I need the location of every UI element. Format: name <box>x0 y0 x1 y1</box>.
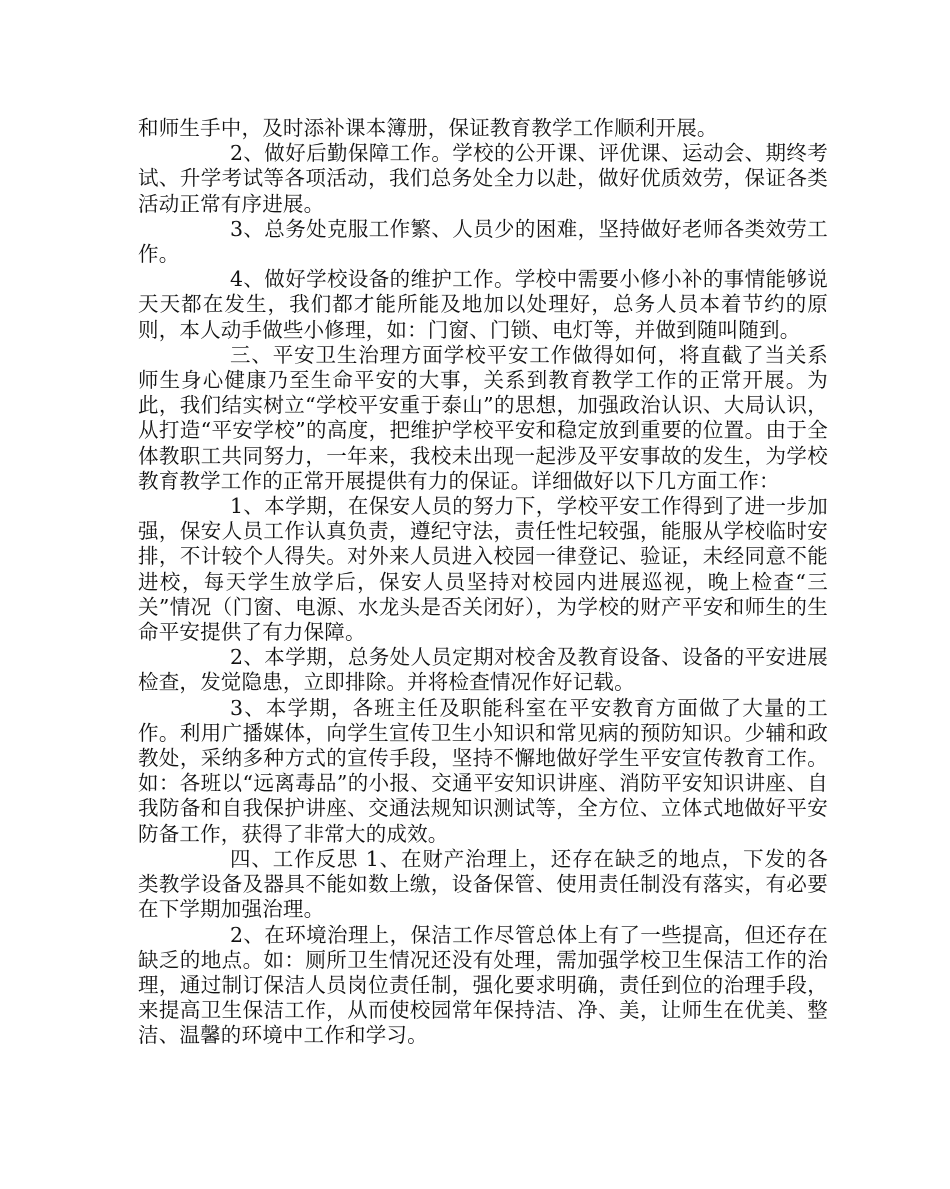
paragraph-environment-management: 2、在环境治理上，保洁工作尽管总体上有了一些提高，但还存在缺乏的地点。如：厕所卫生情况还没有处理，需加强学校卫生保洁工作的治理，通过制订保洁人员岗位责任制，强化要求明确，责任到位的治理手段，来提高卫生保洁工作，从而使校园常年保持洁、净、美，让师生在优美、整洁、温馨的环境中工作和学习。 <box>138 922 828 1048</box>
paragraph-logistics-support: 2、做好后勤保障工作。学校的公开课、评优课、运动会、期终考试、升学考试等各项活动，我们总务处全力以赴，做好优质效劳，保证各类活动正常有序进展。 <box>138 141 828 216</box>
paragraph-continuation: 和师生手中，及时添补课本簿册，保证教育教学工作顺利开展。 <box>138 116 718 140</box>
paragraph-security-staff: 1、本学期，在保安人员的努力下，学校平安工作得到了进一步加强，保安人员工作认真负责，遵纪守法，责任性圮较强，能服从学校临时安排，不计较个人得失。对外来人员进入校园一律登记、验证，未经同意不能进校，每天学生放学后，保安人员坚持对校园内进展巡视，晚上检查“三关”情况（门窗、电源、水龙头是否关闭好），为学校的财产平安和师生的生命平安提供了有力保障。 <box>138 494 828 645</box>
paragraph-facility-inspection: 2、本学期，总务处人员定期对校舍及教育设备、设备的平安进展检查，发觉隐患，立即排除。并将检查情况作好记载。 <box>138 645 828 695</box>
paragraph-service-work: 3、总务处克服工作繁、人员少的困难，坚持做好老师各类效劳工作。 <box>138 216 828 267</box>
paragraph-equipment-maintenance: 4、做好学校设备的维护工作。学校中需要小修小补的事情能够说天天都在发生，我们都才能所能及地加以处理好，总务人员本着节约的原则，本人动手做些小修理，如：门窗、门锁、电灯等，并做到随叫随到。 <box>138 267 828 342</box>
document-body <box>138 116 828 1049</box>
paragraph-safety-management: 三、平安卫生治理方面学校平安工作做得如何，将直截了当关系师生身心健康乃至生命平安的大事，关系到教育教学工作的正常开展。为此，我们结实树立“学校平安重于泰山”的思想，加强政治认识、大局认识，从打造“平安学校”的高度，把维护学校平安和稳定放到重要的位置。由于全体教职工共同努力，一年来，我校未出现一起涉及平安事故的发生，为学校教育教学工作的正常开展提供有力的保证。详细做好以下几方面工作： <box>138 342 828 493</box>
paragraph-safety-education: 3、本学期，各班主任及职能科室在平安教育方面做了大量的工作。利用广播媒体，向学生宣传卫生小知识和常见病的预防知识。少辅和政教处，采纳多种方式的宣传手段，坚持不懈地做好学生平安宣传教育工作。如：各班以“远离毒品”的小报、交通平安知识讲座、消防平安知识讲座、自我防备和自我保护讲座、交通法规知识测试等，全方位、立体式地做好平安防备工作，获得了非常大的成效。 <box>138 695 828 846</box>
paragraph-work-reflection: 四、工作反思 1、在财产治理上，还存在缺乏的地点，下发的各类教学设备及器具不能如数上缴，设备保管、使用责任制没有落实，有必要在下学期加强治理。 <box>138 846 828 922</box>
